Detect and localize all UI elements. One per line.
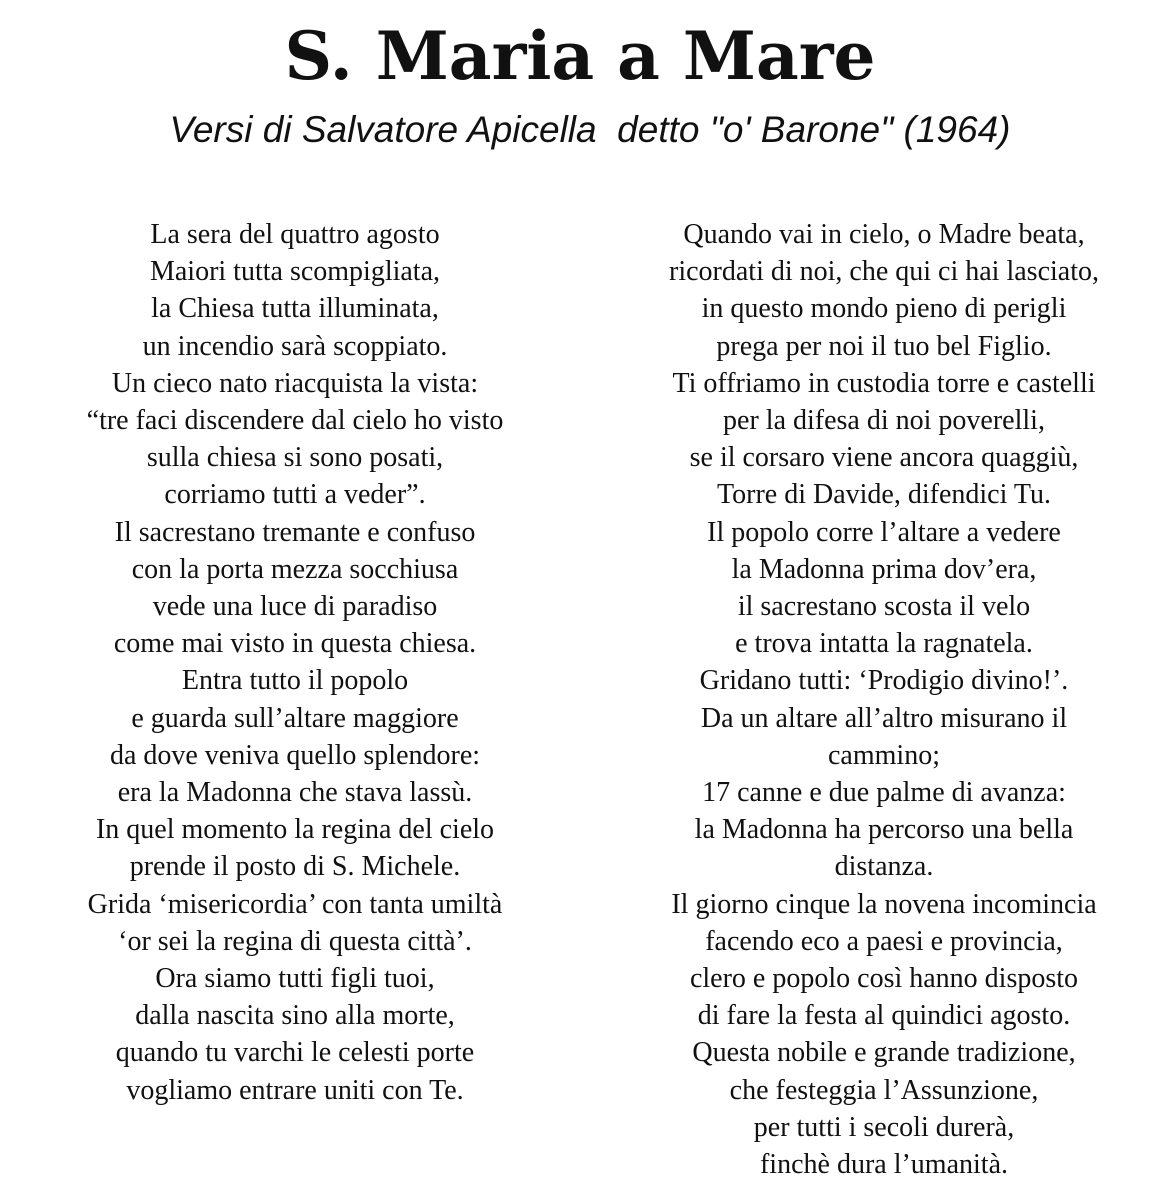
verse-line: Maiori tutta scompigliata, xyxy=(149,256,441,288)
verse-line: che festeggia l’Assunzione, xyxy=(729,1074,1039,1106)
verse-line: ricordati di noi, che qui ci hai lasciato, xyxy=(669,256,1099,288)
verse-line: Entra tutto il popolo xyxy=(181,665,409,697)
verse-line: il sacrestano scosta il velo xyxy=(737,591,1031,623)
verse-line: se il corsaro viene ancora quaggiù, xyxy=(689,442,1079,474)
verse-line: la Madonna prima dov’era, xyxy=(731,553,1037,585)
verse-line: per tutti i secoli durerà, xyxy=(753,1111,1015,1143)
verse-line: Ora siamo tutti figli tuoi, xyxy=(155,963,435,995)
verse-line: facendo eco a paesi e provincia, xyxy=(705,925,1063,957)
verse-line: come mai visto in questa chiesa. xyxy=(113,628,477,660)
verse-line: Il popolo corre l’altare a vedere xyxy=(707,516,1061,548)
verse-line: Quando vai in cielo, o Madre beata, xyxy=(683,219,1085,250)
verse-line: la Chiesa tutta illuminata, xyxy=(151,293,439,325)
verse-line: con la porta mezza socchiusa xyxy=(131,553,459,585)
verse-line: Ti offriamo in custodia torre e castelli xyxy=(672,367,1096,399)
poem-column-left xyxy=(15,216,575,1109)
poem-column-right xyxy=(604,216,1160,1183)
verse-line: vogliamo entrare uniti con Te. xyxy=(126,1074,464,1106)
verse-line: cammino; xyxy=(828,739,940,771)
verse-line: Questa nobile e grande tradizione, xyxy=(692,1037,1076,1069)
verse-line: vede una luce di paradiso xyxy=(152,591,438,623)
verse-line: distanza. xyxy=(834,851,934,883)
verse-line: Torre di Davide, difendici Tu. xyxy=(717,479,1051,511)
verse-line: prende il posto di S. Michele. xyxy=(129,851,461,883)
verse-line: era la Madonna che stava lassù. xyxy=(117,777,473,809)
verse-line: dalla nascita sino alla morte, xyxy=(135,1000,455,1032)
verse-line: Un cieco nato riacquista la vista: xyxy=(111,367,479,399)
verse-line: Da un altare all’altro misurano il xyxy=(700,702,1068,734)
verse-line: un incendio sarà scoppiato. xyxy=(142,330,448,362)
verse-line: Grida ‘misericordia’ con tanta umiltà xyxy=(87,888,503,920)
verse-line: e guarda sull’altare maggiore xyxy=(131,702,459,734)
verse-line: Il giorno cinque la novena incomincia xyxy=(671,888,1097,920)
verse-line: quando tu varchi le celesti porte xyxy=(115,1037,475,1069)
verse-line: clero e popolo così hanno disposto xyxy=(689,963,1079,995)
verse-line: per la difesa di noi poverelli, xyxy=(723,405,1045,437)
verse-line: ‘or sei la regina di questa città’. xyxy=(118,925,472,957)
verse-line: da dove veniva quello splendore: xyxy=(109,739,481,771)
verse-line: finchè dura l’umanità. xyxy=(759,1149,1008,1181)
verse-line: e trova intatta la ragnatela. xyxy=(735,628,1033,660)
verse-line: La sera del quattro agosto xyxy=(150,219,440,250)
verse-line: la Madonna ha percorso una bella xyxy=(694,814,1074,846)
verse-line: “tre faci discendere dal cielo ho visto xyxy=(86,405,504,437)
verse-line: corriamo tutti a veder”. xyxy=(164,479,426,511)
verse-line: in questo mondo pieno di perigli xyxy=(701,293,1067,325)
verse-line: sulla chiesa si sono posati, xyxy=(146,442,444,474)
verse-line: 17 canne e due palme di avanza: xyxy=(702,777,1066,809)
verse-line: di fare la festa al quindici agosto. xyxy=(697,1000,1071,1032)
page-title: S. Maria a Mare xyxy=(284,17,876,95)
verse-line: In quel momento la regina del cielo xyxy=(95,814,495,846)
verse-line: Gridano tutti: ‘Prodigio divino!’. xyxy=(699,665,1069,697)
verse-line: Il sacrestano tremante e confuso xyxy=(114,516,476,548)
page-subtitle: Versi di Salvatore Apicella detto "o' Barone" (1964) xyxy=(169,109,1011,150)
verse-line: prega per noi il tuo bel Figlio. xyxy=(716,330,1052,362)
